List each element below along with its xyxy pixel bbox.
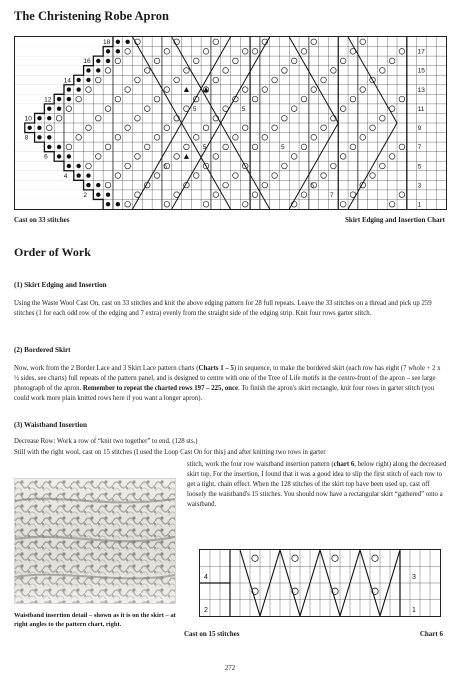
- yarn-over-symbol: [282, 68, 288, 74]
- decrease-row-text: Decrease Row: Work a row of “knit two together” to end. (128 sts.): [14, 438, 198, 445]
- row-number: 16: [83, 58, 91, 66]
- yarn-over-symbol: [311, 87, 317, 93]
- yarn-over-symbol: [125, 163, 131, 169]
- text-part: stitch, work the four row waistband insertion pattern (: [187, 461, 334, 468]
- bobble-symbol: [57, 154, 61, 158]
- section-heading-bordered-skirt: (2) Bordered Skirt: [14, 346, 71, 354]
- photo-caption: Waistband insertion detail – shown as it is on the skirt – at right angles to the pattern chart, right.: [14, 612, 176, 628]
- bobble-symbol: [106, 192, 110, 196]
- waistband-chart: [199, 549, 441, 617]
- yarn-over-symbol: [242, 49, 248, 55]
- bobble-symbol: [86, 68, 90, 72]
- yarn-over-symbol: [105, 106, 111, 112]
- yarn-over-symbol: [115, 135, 121, 141]
- yarn-over-symbol: [154, 58, 160, 64]
- yarn-over-symbol: [105, 68, 111, 74]
- text-part: ) in sequence, to make the bordered skirt (each row has eight (7 whole + 2 x ½ sides, see charts) full repeats of the pattern panel, and is designed to centre with one of the Tree of Life motifs in the centre-front of the apron – see large photograph of the apron.: [14, 365, 441, 392]
- bobble-symbol: [96, 68, 100, 72]
- stitch-count-label: 5: [202, 144, 207, 152]
- page-title: The Christening Robe Apron: [14, 9, 170, 23]
- yarn-over-symbol: [331, 68, 337, 74]
- yarn-over-symbol: [242, 201, 248, 207]
- stitch-count-label: 7: [329, 191, 334, 199]
- yarn-over-symbol: [223, 68, 229, 74]
- stitch-count-label: 5: [163, 163, 168, 171]
- yarn-over-symbol: [174, 154, 180, 160]
- row-number: 2: [83, 191, 87, 199]
- bobble-symbol: [116, 202, 120, 206]
- bobble-symbol: [67, 164, 71, 168]
- yarn-over-symbol: [301, 49, 307, 55]
- row-number: 3: [412, 574, 416, 581]
- yarn-over-symbol: [252, 49, 258, 55]
- yarn-over-symbol: [321, 173, 327, 179]
- row-number: 7: [417, 144, 422, 152]
- yarn-over-symbol: [203, 49, 209, 55]
- cast-on-text: Still with the right wool, cast on 15 stitches (I used the Loop Cast On for this) and after knitting two rows in garter: [14, 449, 326, 456]
- row-number: 1: [412, 607, 416, 614]
- yarn-over-symbol: [115, 58, 121, 64]
- yarn-over-symbol: [154, 173, 160, 179]
- yarn-over-symbol: [301, 144, 307, 150]
- yarn-over-symbol: [399, 96, 405, 102]
- bobble-symbol: [47, 106, 51, 110]
- yarn-over-symbol: [332, 555, 338, 561]
- yarn-over-symbol: [135, 115, 141, 121]
- yarn-over-symbol: [350, 96, 356, 102]
- row-number: 1: [417, 201, 422, 209]
- yarn-over-symbol: [164, 201, 170, 207]
- yarn-over-symbol: [95, 154, 101, 160]
- no-stitch-area: [15, 142, 44, 152]
- bobble-symbol: [27, 126, 31, 130]
- stitch-count-label: 5: [192, 105, 197, 113]
- bobble-symbol: [86, 173, 90, 177]
- bobble-symbol: [86, 183, 90, 187]
- yarn-over-symbol: [252, 144, 258, 150]
- yarn-over-symbol: [301, 96, 307, 102]
- yarn-over-symbol: [125, 125, 131, 131]
- yarn-over-symbol: [125, 49, 131, 55]
- chart-caption-cast-on: Cast on 33 stitches: [14, 216, 70, 224]
- yarn-over-symbol: [242, 125, 248, 131]
- bobble-symbol: [47, 116, 51, 120]
- yarn-over-symbol: [184, 144, 190, 150]
- yarn-over-symbol: [291, 106, 297, 112]
- yarn-over-symbol: [86, 125, 92, 131]
- charts-reference: Charts 1 – 5: [198, 365, 234, 372]
- yarn-over-symbol: [360, 39, 366, 45]
- yarn-over-symbol: [399, 192, 405, 198]
- yarn-over-symbol: [213, 192, 219, 198]
- no-stitch-area: [15, 161, 64, 171]
- yarn-over-symbol: [301, 192, 307, 198]
- remember-note: Remember to repeat the charted rows 197 – 225, once: [82, 385, 239, 392]
- bobble-symbol: [96, 192, 100, 196]
- bobble-symbol: [67, 97, 71, 101]
- no-stitch-area: [15, 37, 113, 47]
- yarn-over-symbol: [252, 192, 258, 198]
- no-stitch-area: [15, 199, 103, 209]
- yarn-over-symbol: [105, 182, 111, 188]
- no-stitch-area: [15, 123, 25, 133]
- lace-photo-image: [15, 479, 175, 603]
- yarn-over-symbol: [399, 144, 405, 150]
- yarn-over-symbol: [144, 106, 150, 112]
- no-stitch-area: [15, 180, 84, 190]
- section-heading-edging: (1) Skirt Edging and Insertion: [14, 281, 107, 289]
- yarn-over-symbol: [252, 96, 258, 102]
- bobble-symbol: [116, 40, 120, 44]
- yarn-over-symbol: [164, 125, 170, 131]
- double-decrease-symbol: [184, 154, 189, 159]
- no-stitch-area: [15, 104, 44, 114]
- yarn-over-symbol: [193, 58, 199, 64]
- bobble-symbol: [47, 145, 51, 149]
- bobble-symbol: [76, 87, 80, 91]
- yarn-over-symbol: [360, 87, 366, 93]
- yarn-over-symbol: [233, 135, 239, 141]
- yarn-over-symbol: [340, 106, 346, 112]
- yarn-over-symbol: [262, 182, 268, 188]
- bobble-symbol: [96, 183, 100, 187]
- yarn-over-symbol: [282, 163, 288, 169]
- skirt-edging-chart-grid: [15, 37, 446, 209]
- yarn-over-symbol: [340, 154, 346, 160]
- yarn-over-symbol: [144, 68, 150, 74]
- yarn-over-symbol: [233, 173, 239, 179]
- yarn-over-symbol: [360, 135, 366, 141]
- row-number: 2: [204, 607, 208, 614]
- section-text-bordered-skirt: [14, 364, 446, 404]
- yarn-over-symbol: [262, 87, 268, 93]
- yarn-over-symbol: [389, 154, 395, 160]
- yarn-over-symbol: [213, 39, 219, 45]
- row-number: 6: [44, 153, 48, 161]
- decrease-line: [348, 37, 397, 123]
- yarn-over-symbol: [95, 77, 101, 83]
- section-text-edging: Using the Waste Wool Cast On, cast on 33 stitches and knit the above edging pattern for 28 full repeats. Leave the 33 stitches on a thread and pick up 259 stitches (1 for each odd row of the edging and 7 extra) evenly from the straight side of the edging strip. Knit four rows garter stitch.: [14, 300, 432, 317]
- skirt-edging-chart: [14, 36, 447, 210]
- no-stitch-area: [15, 47, 103, 57]
- yarn-over-symbol: [223, 144, 229, 150]
- yarn-over-symbol: [311, 135, 317, 141]
- yarn-over-symbol: [389, 201, 395, 207]
- yarn-over-symbol: [125, 201, 131, 207]
- stitch-count-label: 5: [310, 182, 314, 190]
- bobble-symbol: [37, 135, 41, 139]
- waistband-lace-photo: [14, 478, 176, 604]
- bobble-symbol: [47, 135, 51, 139]
- yarn-over-symbol: [105, 144, 111, 150]
- yarn-over-symbol: [66, 106, 72, 112]
- yarn-over-symbol: [399, 49, 405, 55]
- yarn-over-symbol: [272, 77, 278, 83]
- yarn-over-symbol: [272, 173, 278, 179]
- yarn-over-symbol: [370, 173, 376, 179]
- yarn-over-symbol: [125, 87, 131, 93]
- yarn-over-symbol: [135, 77, 141, 83]
- double-decrease-symbol: [184, 87, 189, 92]
- yarn-over-symbol: [115, 96, 121, 102]
- yarn-over-symbol: [223, 182, 229, 188]
- decrease-line: [348, 123, 397, 209]
- bobble-symbol: [57, 106, 61, 110]
- bobble-symbol: [125, 40, 129, 44]
- bobble-symbol: [67, 154, 71, 158]
- yarn-over-symbol: [311, 39, 317, 45]
- bobble-symbol: [37, 126, 41, 130]
- yarn-over-symbol: [135, 154, 141, 160]
- yarn-over-symbol: [95, 115, 101, 121]
- row-number: 3: [417, 182, 422, 190]
- yarn-over-symbol: [380, 68, 386, 74]
- yarn-over-symbol: [262, 135, 268, 141]
- bobble-symbol: [76, 173, 80, 177]
- yarn-over-symbol: [291, 58, 297, 64]
- yarn-over-symbol: [86, 163, 92, 169]
- yarn-over-symbol: [252, 555, 258, 561]
- yarn-over-symbol: [242, 87, 248, 93]
- row-number: 4: [204, 574, 208, 581]
- row-number: 11: [417, 105, 425, 113]
- yarn-over-symbol: [233, 58, 239, 64]
- bobble-symbol: [37, 116, 41, 120]
- yarn-over-symbol: [380, 163, 386, 169]
- bobble-symbol: [57, 145, 61, 149]
- text-part: , below right) along the decreased skirt top. For the insertion, I found that it was a good idea to slip the first stitch of each row to get a tight, chain effect. When the 128 stitches of the skirt top have been used up, cast off loosely the waistband's 15 stitches. You should now have a rectangular skirt “gathered” onto a waistband.: [187, 461, 447, 508]
- yarn-over-symbol: [331, 163, 337, 169]
- page-number: 272: [224, 664, 236, 672]
- no-stitch-area: [15, 85, 64, 95]
- text-part: Now, work from the 2 Border Lace and 3 Skirt Lace pattern charts (: [14, 365, 199, 372]
- yarn-over-symbol: [372, 555, 378, 561]
- bobble-symbol: [76, 78, 80, 82]
- bobble-symbol: [116, 49, 120, 53]
- bobble-symbol: [106, 59, 110, 63]
- yarn-over-symbol: [370, 125, 376, 131]
- yarn-over-symbol: [389, 58, 395, 64]
- bobble-symbol: [57, 97, 61, 101]
- yarn-over-symbol: [86, 87, 92, 93]
- yarn-over-symbol: [154, 135, 160, 141]
- row-number: 18: [102, 39, 111, 47]
- yarn-over-symbol: [272, 125, 278, 131]
- bobble-symbol: [106, 202, 110, 206]
- no-stitch-area: [15, 190, 93, 200]
- yarn-over-symbol: [321, 77, 327, 83]
- no-stitch-area: [15, 56, 93, 66]
- chart-6-reference: chart 6: [333, 461, 355, 468]
- yarn-over-symbol: [350, 144, 356, 150]
- text-part: . To finish the apron's skirt rectangle, knit four rows in garter stitch (you could work more plain knitted rows here if you want a longer apron).: [14, 385, 435, 402]
- yarn-over-symbol: [66, 144, 72, 150]
- yarn-over-symbol: [56, 115, 62, 121]
- yarn-over-symbol: [213, 154, 219, 160]
- order-of-work-heading: Order of Work: [14, 245, 91, 259]
- chart6-caption-cast-on: Cast on 15 stitches: [184, 630, 240, 638]
- row-number: 13: [417, 86, 425, 94]
- section-heading-waistband: (3) Waistband Insertion: [14, 421, 87, 429]
- yarn-over-symbol: [193, 135, 199, 141]
- row-number: 12: [44, 96, 52, 104]
- yarn-over-symbol: [321, 125, 327, 131]
- yarn-over-symbol: [340, 58, 346, 64]
- row-number: 17: [417, 48, 425, 56]
- waistband-chart-grid: [200, 550, 440, 616]
- waistband-instructions: [187, 460, 447, 510]
- yarn-over-symbol: [76, 135, 82, 141]
- yarn-over-symbol: [282, 115, 288, 121]
- no-stitch-area: [15, 152, 54, 162]
- row-number: 5: [417, 163, 422, 171]
- yarn-over-symbol: [291, 154, 297, 160]
- bobble-symbol: [96, 59, 100, 63]
- row-number: 10: [24, 115, 32, 123]
- stitch-count-label: 5: [241, 105, 246, 113]
- yarn-over-symbol: [164, 87, 170, 93]
- yarn-over-symbol: [174, 77, 180, 83]
- yarn-over-symbol: [154, 96, 160, 102]
- row-number: 15: [417, 67, 425, 75]
- yarn-over-symbol: [115, 173, 121, 179]
- yarn-over-symbol: [203, 125, 209, 131]
- bobble-symbol: [67, 87, 71, 91]
- row-number: 4: [63, 172, 68, 180]
- yarn-over-symbol: [340, 201, 346, 207]
- row-number: 9: [417, 125, 422, 133]
- stitch-count-label: 5: [280, 144, 285, 152]
- row-number: 14: [63, 77, 72, 85]
- yarn-over-symbol: [76, 96, 82, 102]
- bobble-symbol: [76, 164, 80, 168]
- yarn-over-symbol: [184, 68, 190, 74]
- row-number: 8: [24, 134, 29, 142]
- yarn-over-symbol: [144, 144, 150, 150]
- yarn-over-symbol: [292, 555, 298, 561]
- bobble-symbol: [106, 49, 110, 53]
- yarn-over-symbol: [213, 77, 219, 83]
- chart6-caption-title: Chart 6: [419, 630, 443, 638]
- yarn-over-symbol: [46, 125, 52, 131]
- chart-caption-title: Skirt Edging and Insertion Chart: [345, 216, 445, 224]
- yarn-over-symbol: [380, 115, 386, 121]
- bobble-symbol: [86, 78, 90, 82]
- yarn-over-symbol: [164, 49, 170, 55]
- no-stitch-area: [15, 66, 84, 76]
- yarn-over-symbol: [203, 201, 209, 207]
- yarn-over-symbol: [193, 173, 199, 179]
